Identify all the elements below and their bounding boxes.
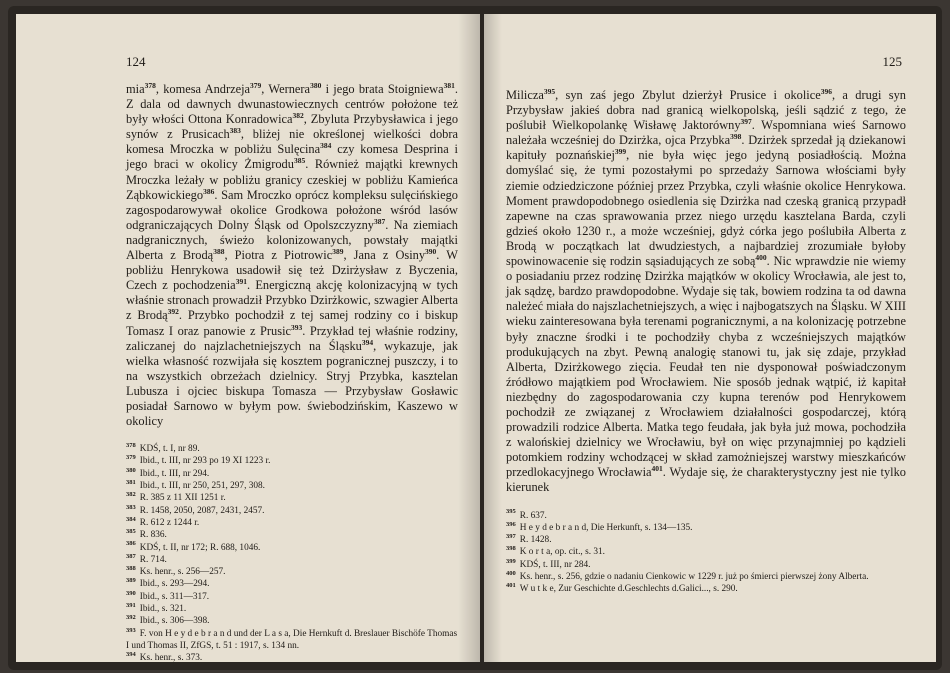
footnote-text: K o r t a, op. cit., s. 31. [519,547,605,558]
footnote-text: R. 714. [139,554,167,565]
footnote [506,546,906,558]
footnote-ref: 380 [310,80,322,90]
footnote [126,578,458,590]
footnote-number: 378 [126,442,136,450]
footnote [126,443,458,455]
footnote-ref: 382 [292,111,304,121]
footnote-text: R. 612 z 1244 r. [139,517,200,528]
footnote-text: Ks. henr., s. 373. [139,653,203,662]
footnote-number: 391 [126,601,136,609]
footnote-text: Ibid., s. 293—294. [139,579,210,590]
footnote [126,652,458,662]
footnote [506,522,906,534]
footnote-text: W u t k e, Zur Geschichte d.Geschlechts d.Galici..., s. 290. [519,584,738,595]
footnote-number: 397 [506,533,516,541]
footnote-number: 388 [126,565,136,573]
footnote [126,603,458,615]
footnote-ref: 394 [361,337,374,347]
footnote-text: Ks. henr., s. 256, gdzie o nadaniu Cienkowic w 1229 r. już po śmierci pierwszej żony Alberta. [519,572,869,583]
footnote-text: Ibid., s. 311—317. [139,591,210,602]
footnote-number: 379 [126,454,136,462]
footnote-number: 401 [506,582,516,590]
footnote [126,554,458,566]
page-number-right: 125 [882,54,902,69]
footnote-text: R. 1458, 2050, 2087, 2431, 2457. [139,505,265,516]
footnote-ref: 383 [229,126,241,136]
footnote-ref: 387 [374,216,386,226]
footnote-ref: 392 [167,307,179,317]
footnote-ref: 381 [443,80,455,90]
footnote-number: 392 [126,614,136,622]
body-text-left: mia$^{378}$, komesa Andrzeja$^{379}$, Wernera$^{380}$ i jego brata Stoigniewa$^{381}$. Z dala od dawnych dwunastowiecznych centrów położone też były włości Ottona Konradowica$^{382}$, Zbyluta Przybysławica i jego synów z Prusicach$^{383}$, bliżej nie określonej wielkości dobra komesa Mroczka w pobliżu Sulęcina$^{384}$ czy komesa Desprina i jego braci w okolicy Żmigrodu$^{385}$. Również majątki krewnych Mroczka leżały w pobliżu granicy czeskiej w pobliżu Kamieńca Ząbkowickiego$^{386}$. Sam Mroczko oprócz kompleksu sulęcińskiego zagospodarowywał okolice Grodkowa położone wśród lasów odgraniczających Dolny Śląsk od Opolszczyzny$^{387}$. Na ziemiach nadgranicznych, świeżo kolonizowanych, powstały majątki Alberta z Brodą$^{388}$, Piotra z Piotrowic$^{389}$, Jana z Osiny$^{390}$. W pobliżu Henrykowa usadowił się też Dzirżysław z Byczenia, Czech z pochodzenia$^{391}$. Energiczną akcję kolonizacyjną w tych właśnie stronach prowadził Przybko Dzirżkowic, szwagier Alberta z Brodą$^{392}$. Przybko pochodził z tej samej rodziny co i biskup Tomasz I oraz panowie z Prusic$^{393}$. Przykład tej właśnie rodziny, zaliczanej do najzlachetniejszych na Śląsku$^{394}$, wykazuje, jak wielka własność rozwijała się kosztem pogranicznej puszczy, i to na wszystkich obrzeżach dzielnicy. Stryj Przybka, kasztelan Lubusza i ojciec biskupa Tomasza — Przybysław Gosławic posiadał Sarnowo w byłym pow. świebodzińskim, Kaszewo w okolicy [126,80,459,429]
footnote-text: Ibid., t. III, nr 250, 251, 297, 308. [139,481,265,492]
footnote-number: 382 [126,491,136,499]
footnote-ref: 396 [820,86,832,96]
footnote-number: 380 [126,466,136,474]
footnote [126,566,458,578]
footnote-ref: 386 [203,186,215,196]
footnote [126,455,458,467]
footnote-ref: 395 [543,86,556,96]
footnote-ref: 400 [755,252,767,262]
footnote-number: 395 [506,508,516,516]
footnote-text: H e y d e b r a n d, Die Herkunft, s. 134—135. [519,522,693,533]
footnote-ref: 397 [740,117,752,127]
footnote-text: F. von H e y d e b r a n d und der L a s a, Die Hernkuft d. Breslauer Bischöfe Thomas I und Thomas II, ZfGS, t. 51 : 1917, s. 134 nn. [126,628,458,651]
footnote-number: 398 [506,545,516,553]
page-left [16,14,480,662]
footnote [126,480,458,492]
footnote [506,510,906,522]
footnote-number: 394 [126,651,136,659]
footnote-text: KDŚ, t. II, nr 172; R. 688, 1046. [139,542,261,553]
footnote [506,559,906,571]
footnote [126,505,458,517]
footnote-number: 381 [126,478,136,486]
footnote [126,492,458,504]
footnote-ref: 401 [651,464,663,474]
footnote [126,468,458,480]
footnote-ref: 399 [614,147,627,157]
footnote-ref: 398 [730,132,742,142]
footnote-text: R. 836. [139,530,167,541]
footnote-ref: 389 [332,246,344,256]
page-number-left: 124 [126,54,146,69]
footnote-number: 389 [126,577,136,585]
footnote-number: 387 [126,552,136,560]
footnote-ref: 391 [235,277,247,287]
footnote [506,571,906,583]
footnote-text: Ibid., s. 306—398. [139,616,210,627]
footnote-text: KDŚ, t. III, nr 284. [519,559,591,570]
footnote [126,591,458,603]
footnotes-left [126,443,458,662]
footnote-text: Ks. henr., s. 256—257. [139,567,226,578]
footnote-number: 386 [126,540,136,548]
footnote-ref: 385 [293,156,306,166]
footnote-ref: 378 [144,80,156,90]
footnote-ref: 390 [425,246,437,256]
footnote-number: 384 [126,515,136,523]
footnote-number: 393 [126,626,136,634]
footnote-text: R. 385 z 11 XII 1251 r. [139,493,226,504]
footnote-ref: 388 [213,246,225,256]
footnote-number: 390 [126,589,136,597]
footnote-number: 396 [506,520,516,528]
footnote-text: R. 637. [519,510,547,521]
footnote [506,534,906,546]
footnote-text: Ibid., t. III, nr 294. [139,468,210,479]
footnote [126,529,458,541]
book-spread [8,6,942,670]
footnote-number: 399 [506,557,516,565]
page-right [484,14,936,662]
footnote [126,615,458,627]
footnote-ref: 384 [320,141,332,151]
footnote [506,583,906,595]
footnote-ref: 393 [291,322,303,332]
footnote-number: 385 [126,528,136,536]
footnotes-right [506,510,906,596]
footnote-ref: 379 [250,80,262,90]
footnote [126,542,458,554]
body-text-right: Milicza$^{395}$, syn zaś jego Zbylut dzierżył Prusice i okolice$^{396}$, a drugi syn Przybysław jakieś dobra nad granicą wielkopolską, jeśli sądzić z tego, że poślubił Wielkopolankę Wisławę Jaktorówny$^{397}$. Wspomniana wieś Sarnowo należała wcześniej do Dzirżka, ojca Przybka$^{398}$. Dzirżek sprzedał ją dziekanowi kapituły poznańskiej$^{399}$, nie była więc jego jedyną posiadłością. Można domyślać się, że tymi pozostałymi po sprzedaży Sarnowa włościami były ziemie odziedziczone później przez Przybka, czyli właśnie okolice Henrykowa. Moment prawdopodobnego osiedlenia się Dzirżka nad czeską granicą przypadł zapewne na czas sprawowania przez niego urzędu kasztelana Barda, czyli gdzieś około 1230 r., a może wcześniej, gdyż córka jego poślubiła Alberta z Brodą w początkach lat dwudziestych, a najbardziej zrozumiałe byłoby spowinowacenie się rodzin sąsiadujących ze sobą$^{400}$. Nic wprawdzie nie wiemy o posiadaniu przez rodzinę Dzirżka majątków w okolicy Wrocławia, ale jest to, jak sądzę, bardzo prawdopodobne. Wydaje się tak, bowiem rodzina ta od dawna należeć miała do najszlachetniejszych, a więc i najbogatszych na Śląsku. W XIII wieku zainteresowana była terenami pogranicznymi, a na kolonizację potrzebne były znaczne środki i te pochodziły chyba z wcześniejszych majątków produkujących na zbyt. Pewną analogię stanowi tu, jak się zdaje, przykład Alberta, Dzirżkowego zięcia. Feudał ten nie dysponował poświadczonym źródłowo majątkiem pod Wrocławiem. Nie sposób jednak wątpić, iż kapitał niezbędny do zagospodarowania czy kupna terenów pod Henrykowem pochodził ze związanej z Wrocławiem działalności gospodarczej, którą prowadzili rodzice Alberta. Matka tego feudała, jak była już mowa, pochodziła z walońskiej dzielnicy we Wrocławiu, był on więc przynajmniej po kądzieli potomkiem rodziny wchodzącej w skład zamożniejszej warstwy mieszkańców przedlokacyjnego Wrocławia$^{401}$. Wydaje się, że charakterystyczny jest nie tylko kierunek [506,86,907,495]
footnote-number: 383 [126,503,136,511]
footnote-text: KDŚ, t. I, nr 89. [139,444,200,455]
footnote-text: Ibid., t. III, nr 293 po 19 XI 1223 r. [139,456,271,467]
footnote [126,628,458,653]
footnote-text: Ibid., s. 321. [139,604,187,615]
footnote-text: R. 1428. [519,535,552,546]
footnote-number: 400 [506,569,516,577]
footnote [126,517,458,529]
